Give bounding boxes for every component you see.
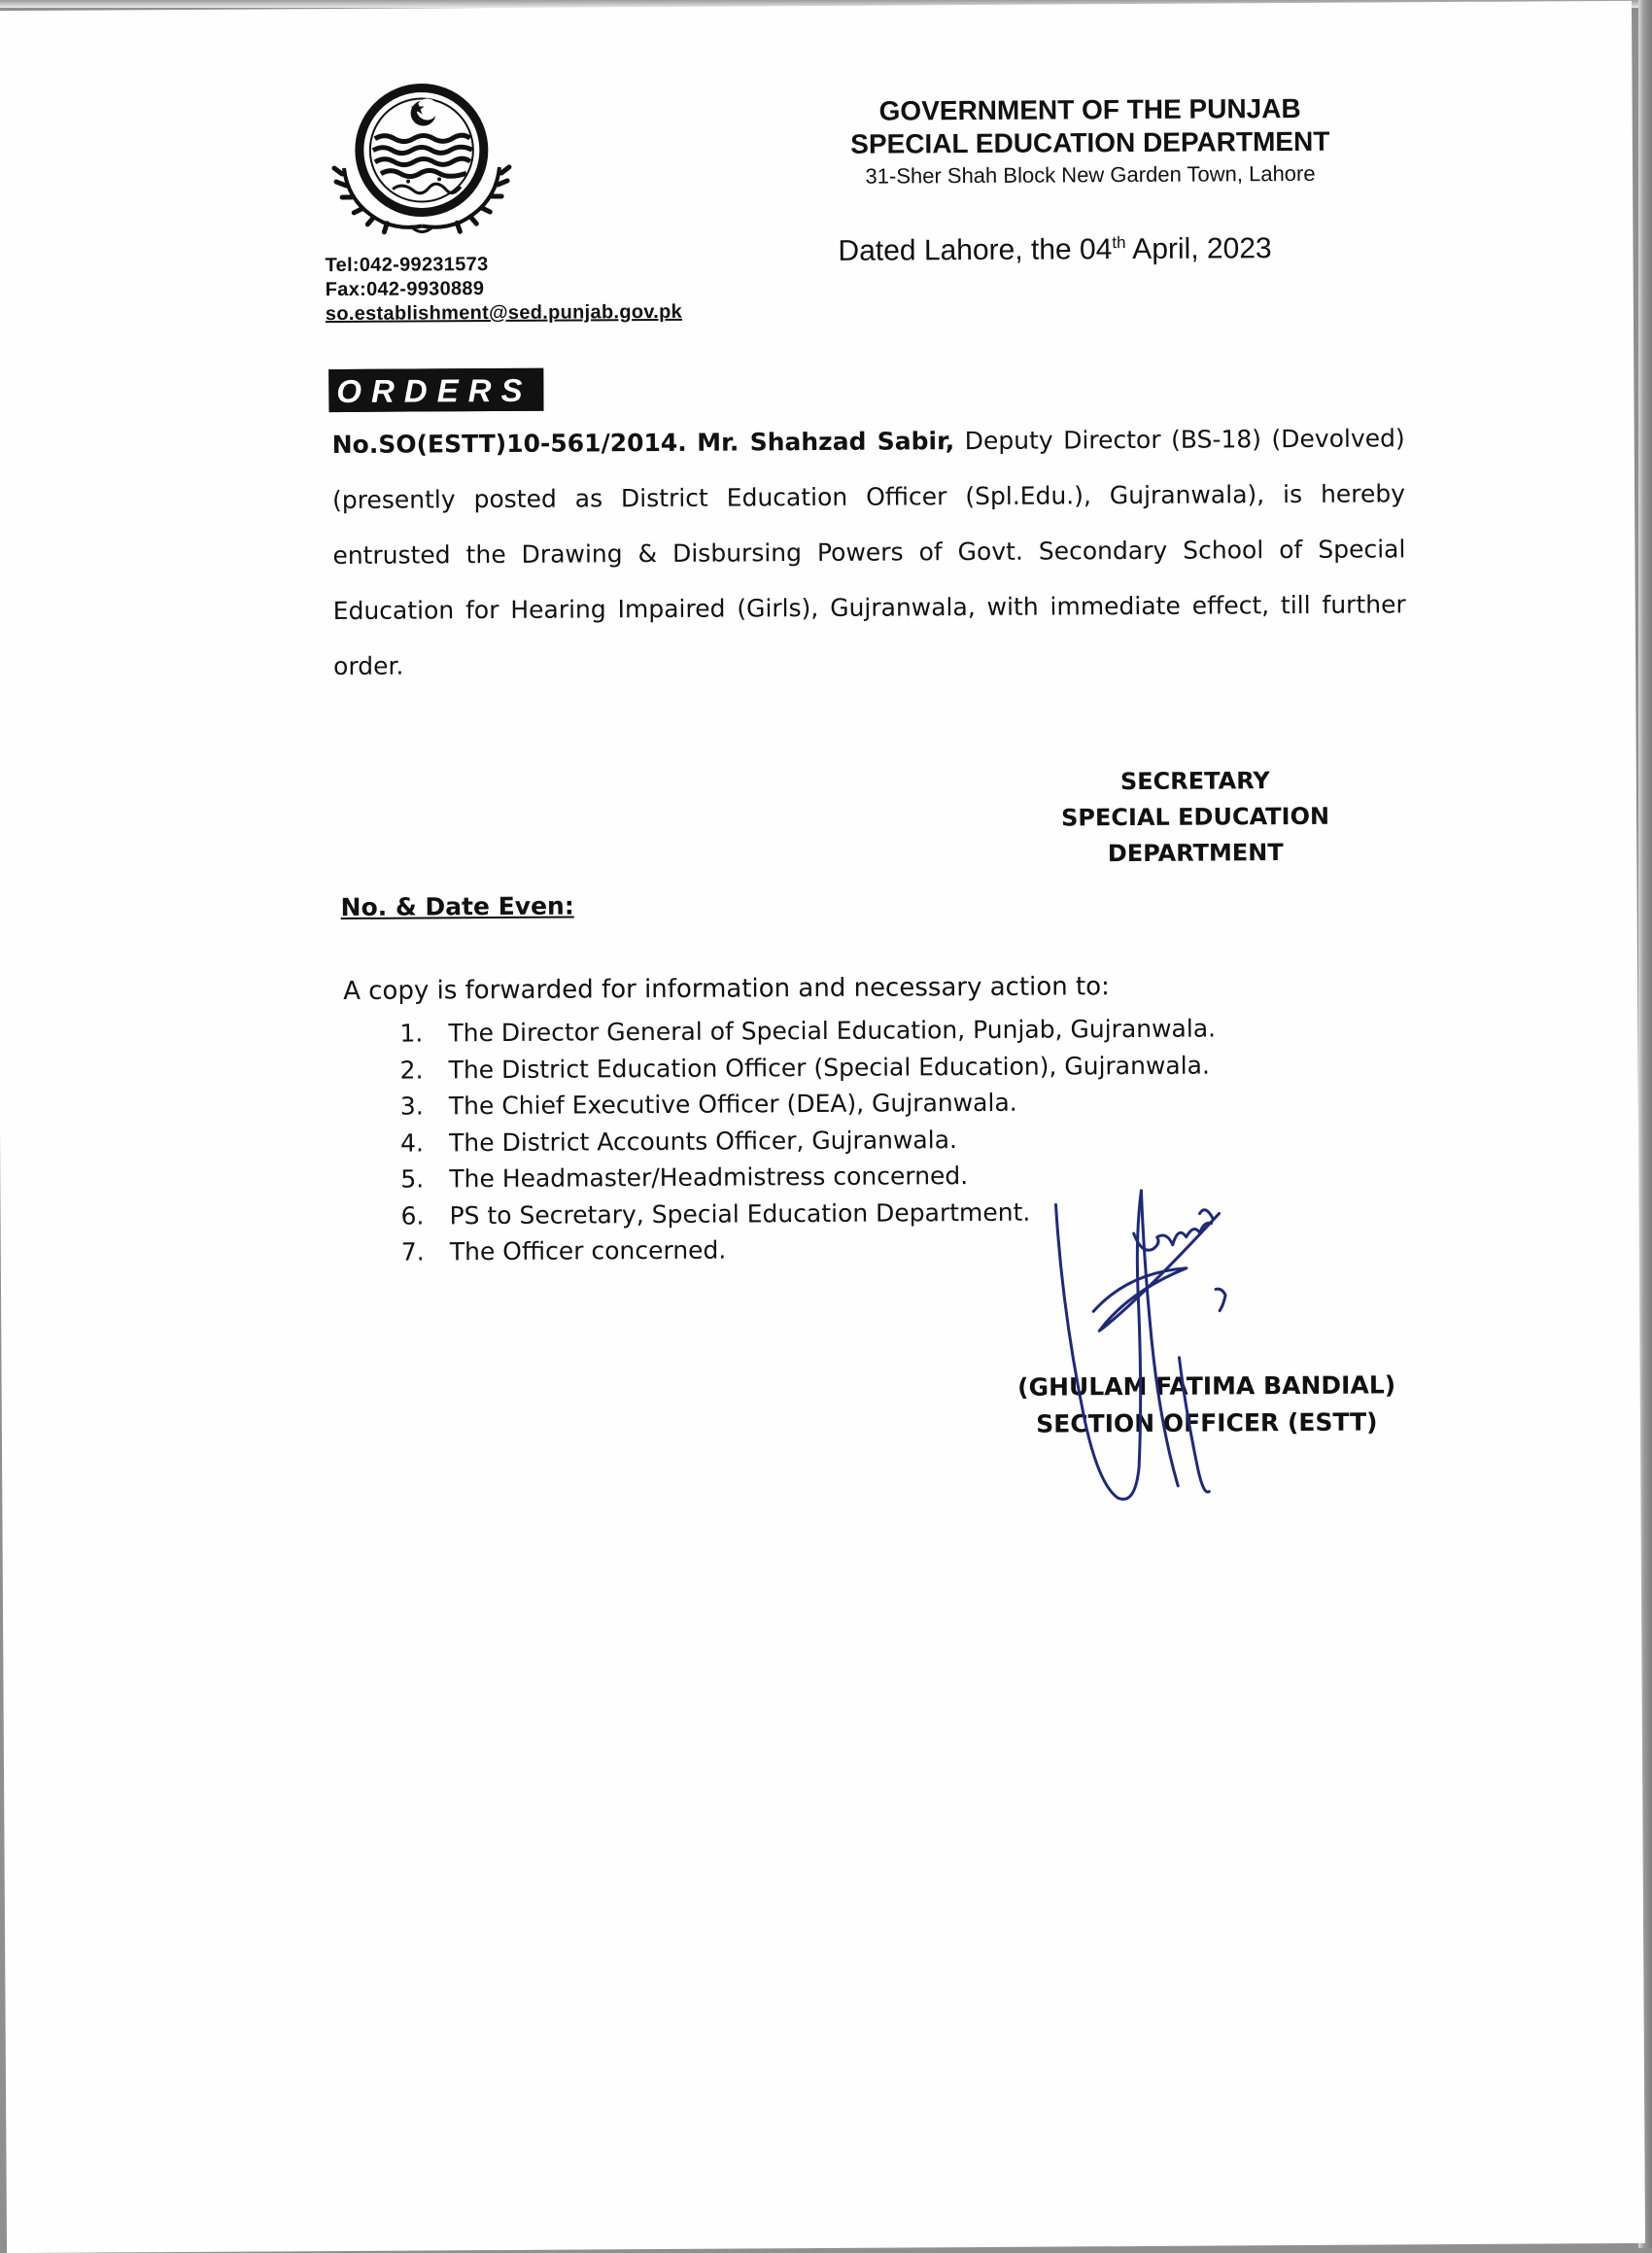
letterhead	[818, 92, 1363, 191]
officer-name: Mr. Shahzad Sabir,	[697, 427, 955, 457]
handwritten-signature	[1040, 1174, 1294, 1526]
copy-forward-intro: A copy is forwarded for information and necessary action to:	[343, 972, 1110, 1006]
list-item-number: 4.	[400, 1127, 425, 1158]
list-item-text: The Officer concerned.	[449, 1235, 727, 1266]
list-item-number: 5.	[400, 1164, 425, 1194]
list-item-text: The Chief Executive Officer (DEA), Gujranwala.	[448, 1088, 1017, 1121]
email-link[interactable]: so.establishment@sed.punjab.gov.pk	[325, 300, 683, 326]
list-item-number: 7.	[400, 1237, 425, 1266]
date-prefix: Dated Lahore, the 04	[838, 233, 1113, 267]
department-address: 31-Sher Shah Block New Garden Town, Lahore	[865, 160, 1316, 189]
order-text: Deputy Director (BS-18) (Devolved) (presently posted as District Education Officer (Spl.Edu.), Gujranwala), is hereby entrusted the Drawing & Disbursing Powers of Govt. Secondary School of Special Education for Hearing Impaired (Girls), Gujranwala, with immediate effect, till further order.	[331, 424, 1406, 681]
list-item	[399, 1011, 1216, 1053]
secretary-block	[1040, 763, 1352, 873]
date-suffix: April, 2023	[1125, 232, 1272, 266]
list-item	[400, 1047, 1217, 1089]
secretary-line-3: DEPARTMENT	[1107, 839, 1284, 868]
list-item-number: 3.	[399, 1092, 424, 1121]
list-item-text: PS to Secretary, Special Education Department.	[449, 1197, 1031, 1230]
list-item-number: 6.	[400, 1200, 425, 1230]
government-title: GOVERNMENT OF THE PUNJAB	[878, 92, 1301, 126]
list-item-number: 2.	[399, 1055, 424, 1085]
list-item-text: The Headmaster/Headmistress concerned.	[449, 1161, 969, 1194]
document-page	[0, 1, 1645, 2253]
signatory-name: (GHULAM FATIMA BANDIAL)	[1017, 1370, 1396, 1402]
date-ordinal-suffix: th	[1112, 233, 1126, 253]
signatory-designation: SECTION OFFICER (ESTT)	[1036, 1407, 1378, 1438]
order-reference-number: No.SO(ESTT)10-561/2014.	[331, 428, 687, 460]
punjab-emblem-logo	[324, 80, 519, 246]
secretary-line-2: SPECIAL EDUCATION	[1060, 802, 1330, 832]
fax-number: Fax:042-9930889	[325, 278, 485, 301]
department-title: SPECIAL EDUCATION DEPARTMENT	[850, 125, 1330, 159]
telephone-number: Tel:042-99231573	[325, 254, 489, 277]
issue-date	[838, 225, 1271, 269]
contact-details	[326, 252, 683, 327]
list-item-text: The Director General of Special Education, Punjab, Gujranwala.	[448, 1014, 1217, 1048]
secretary-line-1: SECRETARY	[1119, 767, 1270, 796]
orders-heading: ORDERS	[328, 368, 543, 412]
no-and-date-even: No. & Date Even:	[340, 891, 574, 922]
list-item-number: 1.	[399, 1019, 424, 1048]
list-item	[400, 1120, 1217, 1161]
list-item-text: The District Education Officer (Special Education), Gujranwala.	[448, 1051, 1210, 1084]
list-item	[400, 1084, 1217, 1126]
list-item-text: The District Accounts Officer, Gujranwala.	[449, 1125, 957, 1157]
order-body-paragraph	[332, 410, 1407, 694]
